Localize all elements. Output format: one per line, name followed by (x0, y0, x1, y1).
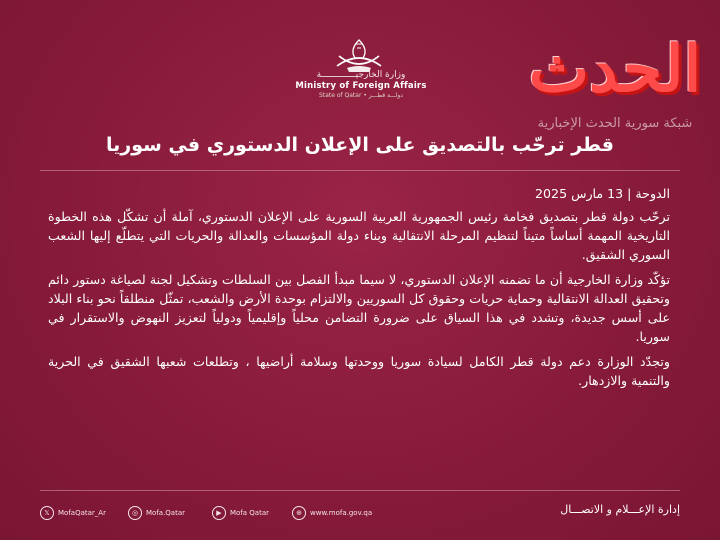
social-handle: www.mofa.gov.qa (310, 509, 373, 517)
news-network-logo (515, 28, 715, 138)
ministry-subtitle: State of Qatar • دولـــة قطـــر (319, 92, 403, 99)
article-paragraph-2: تؤكّد وزارة الخارجية أن ما تضمنه الإعلان الدستوري، لا سيما مبدأ الفصل بين السلطات وتشكيل لجنة لصياغة دستور دائم وتحقيق العدالة الانتقالية وحماية حريات وحقوق كل السوريين والالتزام بوحدة الأرض والشعب، تمثّل منطلقاً نحو بناء البلاد على أسس جديدة، وتشدد في هذا السياق على ضرورة التضامن محلياً وإقليمياً ودولياً لتعزيز النهوض والاستقرار في سوريا. (48, 272, 670, 344)
ministry-name-arabic: وزارة الخارجيـــــــــــــة (316, 70, 406, 80)
news-logo-subtitle: شبكة سورية الحدث الإخبارية (537, 116, 693, 131)
footer (40, 503, 680, 523)
article-paragraph-3: وتجدّد الوزارة دعم دولة قطر الكامل لسيادة سوريا ووحدتها وسلامة أراضيها ، وتطلعات شعبها الشقيق في الحرية والتنمية والازدهار. (48, 354, 670, 388)
social-handle: Mofa Qatar (230, 509, 270, 517)
news-logo-title: الحدث (528, 32, 702, 107)
article-paragraph-1: ترحّب دولة قطر بتصديق فخامة رئيس الجمهورية العربية السورية على الإعلان الدستوري، آملة أن تشكّل هذه الخطوة التاريخية المهمة أساساً متيناً لتنظيم المرحلة الانتقالية وبناء دولة المؤسسات والعدالة والحريات التي يتطلّع إليها الشعب السوري الشقيق. (48, 209, 670, 262)
x-icon: 𝕏 (40, 506, 54, 520)
social-handle: MofaQatar_Ar (58, 509, 106, 517)
globe-icon: ⊕ (292, 506, 306, 520)
social-youtube[interactable] (212, 503, 269, 523)
ministry-name-english: Ministry of Foreign Affairs (295, 81, 427, 91)
social-instagram[interactable] (128, 503, 185, 523)
title-divider (40, 170, 680, 171)
article-body (48, 184, 670, 396)
qatar-emblem-icon (333, 36, 385, 74)
instagram-icon: ◎ (128, 506, 142, 520)
social-handle: Mofa.Qatar (146, 509, 186, 517)
page-title: قطر ترحّب بالتصديق على الإعلان الدستوري في سوريا (106, 134, 614, 156)
department-name: إدارة الإعـــلام و الاتصـــال (560, 503, 680, 516)
social-website[interactable] (292, 503, 372, 523)
article-dateline: الدوحة | 13 مارس 2025 (535, 186, 670, 201)
youtube-icon: ▶ (212, 506, 226, 520)
social-x[interactable] (40, 503, 106, 523)
footer-divider (40, 490, 680, 491)
